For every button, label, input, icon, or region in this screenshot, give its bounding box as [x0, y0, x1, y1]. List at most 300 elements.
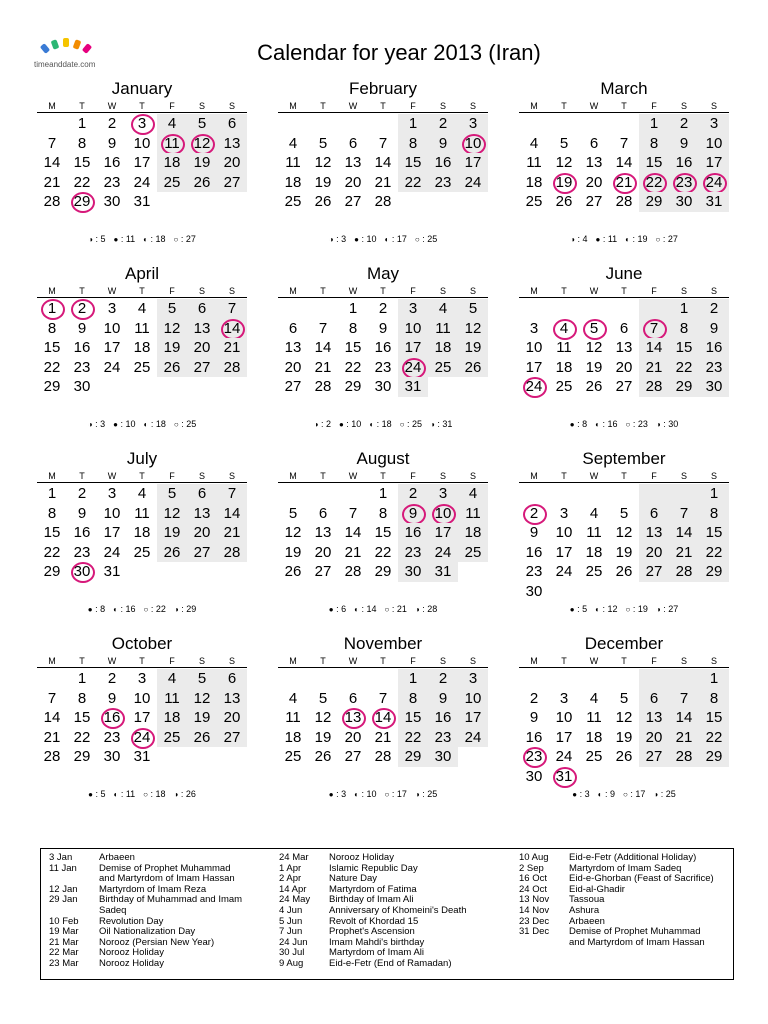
weekday-label: T [380, 101, 386, 111]
day-cell: 7 [318, 319, 328, 337]
weekday-label: T [621, 656, 627, 666]
weekday-label: T [561, 286, 567, 296]
day-cell: 12 [314, 154, 332, 171]
day-cell: 15 [43, 339, 61, 356]
empty-cell [519, 484, 549, 504]
weekday-label: S [198, 656, 205, 666]
moon-phase-icon: ● [113, 420, 118, 429]
weekday-label: W [589, 101, 599, 111]
empty-cell [639, 582, 669, 602]
day-cell: 19 [585, 358, 603, 376]
day-cell: 16 [428, 708, 458, 728]
moon-phase-icon: ◐ [143, 420, 149, 429]
holiday-date: 30 Jul [279, 947, 305, 959]
moon-phase-icon: ○ [143, 605, 149, 614]
empty-cell [157, 377, 187, 397]
empty-cell [669, 767, 699, 787]
month-november [278, 633, 488, 799]
weekday-label: F [410, 101, 416, 111]
moon-phase-icon: ◐ [595, 420, 600, 429]
moon-phase: ● : 3 [572, 789, 590, 799]
moon-phase-icon: ◑ [653, 790, 659, 799]
moon-phase-icon: ● [87, 605, 93, 614]
moon-phase: ◑ : 2 [313, 419, 331, 429]
weekday-label: S [680, 471, 687, 481]
day-cell: 29 [374, 563, 392, 580]
weekday-label: S [710, 471, 717, 481]
day-cell: 20 [187, 523, 217, 543]
day-cell: 16 [374, 339, 392, 356]
weekday-label: S [198, 101, 205, 111]
weekday-header [278, 285, 488, 298]
weekday-label: T [320, 656, 326, 666]
day-cell: 27 [344, 748, 362, 765]
holiday-name: Norooz Holiday [99, 947, 164, 959]
day-cell: 6 [619, 319, 629, 337]
day-cell: 2 [398, 484, 428, 504]
holiday-entry [279, 906, 509, 917]
holiday-name: Birthday of Imam Ali [329, 894, 414, 906]
holiday-entry [519, 895, 729, 906]
month-name: June [605, 264, 643, 283]
day-cell: 20 [615, 358, 633, 376]
day-cell: 26 [157, 543, 187, 563]
day-cell: 22 [669, 358, 699, 378]
day-cell: 10 [699, 134, 729, 154]
day-cell: 19 [284, 543, 302, 561]
day-cell: 28 [669, 562, 699, 582]
moon-phases [278, 789, 488, 799]
moon-phase-icon: ● [572, 790, 578, 799]
holiday-name: Martyrdom of Imam Ali [329, 947, 425, 959]
day-cell: 14 [639, 338, 669, 358]
day-cell: 9 [669, 134, 699, 154]
moon-phase-icon: ○ [399, 420, 405, 429]
moon-phase-icon: ○ [623, 790, 628, 799]
empty-cell [549, 299, 579, 319]
day-cell: 20 [585, 173, 603, 191]
day-cell: 25 [133, 543, 151, 561]
day-cell: 22 [43, 358, 61, 376]
day-cell: 27 [615, 378, 633, 395]
day-cell: 6 [639, 689, 669, 709]
day-cell: 1 [47, 485, 57, 502]
day-cell: 8 [47, 319, 57, 337]
day-cell: 10 [458, 689, 488, 709]
weekday-label: W [107, 286, 117, 296]
day-cell: 5 [187, 114, 217, 134]
holiday-date: 22 Mar [49, 947, 79, 959]
day-cell: 5 [559, 134, 569, 152]
holiday-column-2 [279, 853, 509, 970]
month-october [37, 633, 247, 799]
weekday-header [37, 655, 247, 668]
holiday-date: 4 Jun [279, 904, 303, 916]
day-cell: 31 [398, 377, 428, 397]
holiday-name: Norooz Holiday [99, 957, 164, 969]
moon-phases [278, 234, 488, 244]
empty-cell [278, 114, 308, 134]
day-cell: 16 [73, 339, 91, 356]
month-name: January [111, 79, 173, 98]
day-cell: 6 [348, 689, 358, 707]
empty-cell [308, 299, 338, 319]
weekday-label: S [439, 101, 446, 111]
holiday-name: Revolution Day [99, 915, 164, 927]
day-cell: 30 [525, 767, 543, 785]
day-grid [519, 114, 729, 212]
day-cell: 25 [133, 358, 151, 376]
day-cell: 17 [699, 153, 729, 173]
holiday-entry [279, 853, 509, 864]
day-cell: 15 [398, 153, 428, 173]
holiday-name: Revolt of Khordad 15 [329, 915, 419, 927]
day-cell: 14 [344, 524, 362, 541]
weekday-label: S [228, 286, 235, 296]
day-cell: 3 [559, 504, 569, 522]
holiday-day-cell: 2 [67, 299, 97, 319]
weekday-label: T [139, 656, 145, 666]
day-cell: 9 [529, 709, 539, 726]
day-cell: 6 [639, 504, 669, 524]
day-cell: 1 [699, 484, 729, 504]
day-cell: 23 [428, 728, 458, 748]
holiday-date: 24 Jun [279, 936, 308, 948]
day-cell: 13 [187, 504, 217, 524]
holiday-date: 10 Aug [519, 852, 549, 863]
day-grid [278, 484, 488, 582]
day-cell: 25 [585, 748, 603, 765]
moon-phase-icon: ● [328, 790, 334, 799]
holiday-entry [519, 906, 729, 917]
day-cell: 30 [699, 377, 729, 397]
moon-phase-icon: ◐ [113, 790, 119, 799]
day-cell: 10 [555, 709, 573, 726]
day-cell: 9 [529, 524, 539, 541]
day-cell: 16 [428, 153, 458, 173]
holiday-name: Islamic Republic Day [329, 862, 418, 874]
day-cell: 5 [288, 504, 298, 522]
holiday-day-cell: 16 [97, 708, 127, 728]
weekday-label: F [651, 656, 657, 666]
day-cell: 20 [217, 708, 247, 728]
empty-cell [217, 747, 247, 767]
day-cell: 3 [559, 689, 569, 707]
day-cell: 11 [285, 154, 301, 171]
moon-phase-icon: ◑ [414, 790, 420, 799]
holiday-date: 16 Oct [519, 873, 547, 885]
empty-cell [639, 669, 669, 689]
day-cell: 26 [187, 728, 217, 748]
day-cell: 9 [378, 319, 388, 337]
holiday-name: Eid-al-Ghadir [569, 883, 625, 895]
day-cell: 1 [639, 114, 669, 134]
holiday-date: 24 Oct [519, 883, 547, 895]
day-cell: 8 [378, 504, 388, 522]
month-april [37, 263, 247, 429]
month-june [519, 263, 729, 429]
moon-phase: ○ : 25 [173, 419, 197, 429]
holiday-day-cell: 5 [579, 319, 609, 339]
moon-phases [519, 234, 729, 244]
day-cell: 4 [137, 300, 147, 317]
day-cell: 8 [348, 319, 358, 337]
day-cell: 2 [378, 300, 388, 317]
holiday-name: Sadeq [99, 904, 127, 916]
day-grid [519, 484, 729, 601]
day-cell: 8 [77, 689, 87, 707]
day-grid [37, 299, 247, 397]
day-cell: 2 [529, 689, 539, 707]
moon-phase-icon: ◑ [328, 235, 334, 244]
day-cell: 15 [374, 524, 392, 541]
day-cell: 4 [428, 299, 458, 319]
day-cell: 9 [428, 689, 458, 709]
weekday-label: W [589, 286, 599, 296]
day-cell: 16 [669, 153, 699, 173]
holiday-name: Imam Mahdi's birthday [329, 936, 425, 948]
holiday-day-cell: 4 [549, 319, 579, 339]
weekday-label: T [139, 286, 145, 296]
weekday-label: S [469, 656, 476, 666]
day-cell: 27 [585, 193, 603, 210]
holiday-day-cell: 30 [67, 562, 97, 582]
day-cell: 10 [133, 689, 151, 707]
moon-phase-icon: ◑ [655, 420, 661, 429]
day-cell: 17 [103, 339, 121, 356]
day-cell: 29 [669, 377, 699, 397]
holiday-day-cell: 12 [187, 134, 217, 154]
day-cell: 12 [157, 319, 187, 339]
day-grid [278, 299, 488, 397]
day-cell: 27 [639, 747, 669, 767]
moon-phase: ○ : 18 [143, 789, 166, 799]
empty-cell [338, 114, 368, 134]
weekday-label: T [320, 286, 326, 296]
empty-cell [338, 484, 368, 504]
day-cell: 29 [344, 378, 362, 395]
day-cell: 22 [398, 728, 428, 748]
empty-cell [609, 299, 639, 319]
moon-phase-icon: ● [328, 605, 334, 614]
holiday-day-cell: 22 [639, 173, 669, 193]
moon-phase: ◐ : 16 [595, 419, 618, 429]
day-cell: 12 [187, 689, 217, 709]
day-cell: 26 [157, 358, 187, 378]
moon-phase: ○ : 25 [414, 234, 438, 244]
day-cell: 18 [157, 153, 187, 173]
weekday-label: T [380, 286, 386, 296]
holiday-date: 13 Nov [519, 894, 550, 906]
day-cell: 8 [669, 319, 699, 339]
empty-cell [579, 484, 609, 504]
moon-phase-icon: ◑ [414, 605, 420, 614]
weekday-label: S [439, 286, 446, 296]
day-cell: 13 [217, 689, 247, 709]
day-cell: 24 [428, 543, 458, 563]
weekday-label: M [289, 101, 297, 111]
weekday-label: F [169, 656, 175, 666]
weekday-label: S [198, 471, 205, 481]
weekday-label: T [320, 101, 326, 111]
day-cell: 18 [585, 728, 603, 746]
holiday-day-cell: 10 [428, 504, 458, 524]
weekday-label: M [530, 471, 538, 481]
moon-phase-icon: ◑ [570, 235, 575, 244]
day-grid [278, 114, 488, 212]
empty-cell [609, 484, 639, 504]
weekday-label: M [48, 286, 56, 296]
moon-phase: ● : 6 [328, 604, 347, 614]
weekday-label: M [530, 656, 538, 666]
day-cell: 18 [133, 524, 151, 541]
moon-phase: ● : 10 [354, 234, 377, 244]
holiday-date: 10 Feb [49, 915, 79, 927]
empty-cell [579, 114, 609, 134]
weekday-header [37, 100, 247, 113]
day-cell: 5 [157, 484, 187, 504]
day-cell: 23 [374, 358, 392, 376]
moon-phase: ● : 11 [595, 234, 618, 244]
day-cell: 6 [217, 114, 247, 134]
day-cell: 4 [458, 484, 488, 504]
holiday-name: Norooz Holiday [329, 852, 394, 863]
day-cell: 16 [398, 523, 428, 543]
day-cell: 27 [314, 563, 332, 580]
day-cell: 2 [699, 299, 729, 319]
day-cell: 11 [586, 524, 602, 541]
weekday-label: S [710, 286, 717, 296]
holiday-name: Arbaeen [99, 852, 135, 863]
holiday-date [49, 906, 99, 917]
day-cell: 19 [187, 708, 217, 728]
moon-phase: ○ : 22 [143, 604, 166, 614]
day-cell: 29 [73, 748, 91, 765]
holiday-day-cell: 1 [37, 299, 67, 319]
day-cell: 15 [344, 339, 362, 356]
day-cell: 23 [525, 563, 543, 580]
day-cell: 28 [615, 193, 633, 210]
moon-phase: ● : 10 [113, 419, 136, 429]
day-cell: 12 [585, 339, 603, 356]
holiday-day-cell: 2 [519, 504, 549, 524]
moon-phase-icon: ◑ [655, 605, 661, 614]
moon-phase-icon: ○ [655, 235, 661, 244]
holiday-name: Oil Nationalization Day [99, 926, 196, 938]
day-cell: 23 [699, 358, 729, 378]
empty-cell [157, 192, 187, 212]
moon-phase: ○ : 25 [399, 419, 423, 429]
day-cell: 13 [615, 339, 633, 356]
day-cell: 14 [314, 339, 332, 356]
moon-phase-icon: ◐ [595, 605, 600, 614]
day-cell: 30 [73, 378, 91, 395]
moon-phase-icon: ◑ [87, 420, 93, 429]
day-cell: 3 [107, 300, 117, 317]
day-cell: 19 [458, 338, 488, 358]
moon-phase: ◑ : 4 [570, 234, 588, 244]
weekday-label: F [651, 101, 657, 111]
day-cell: 24 [555, 748, 573, 765]
holiday-entry [49, 906, 274, 917]
day-cell: 18 [585, 543, 603, 561]
weekday-label: S [710, 101, 717, 111]
holiday-name: and Martyrdom of Imam Hassan [569, 936, 705, 948]
moon-phase: ◐ : 12 [595, 604, 618, 614]
empty-cell [458, 747, 488, 767]
holiday-date: 5 Jun [279, 915, 303, 927]
day-cell: 25 [555, 378, 573, 395]
day-cell: 17 [133, 709, 151, 726]
day-cell: 18 [555, 358, 573, 376]
holiday-name: Eid-e-Fetr (Additional Holiday) [569, 852, 697, 863]
day-cell: 25 [284, 193, 302, 210]
logo-text: timeanddate.com [34, 60, 96, 69]
day-cell: 31 [133, 193, 151, 210]
weekday-label: T [380, 656, 386, 666]
day-cell: 4 [157, 669, 187, 689]
moon-phase-icon: ◐ [625, 235, 631, 244]
moon-phase-icon: ○ [414, 235, 420, 244]
day-cell: 11 [458, 504, 488, 524]
day-cell: 1 [77, 670, 87, 687]
day-grid [278, 669, 488, 767]
day-cell: 20 [639, 728, 669, 748]
day-cell: 30 [428, 747, 458, 767]
day-cell: 2 [107, 115, 117, 132]
day-cell: 19 [615, 728, 633, 746]
month-name: July [126, 449, 158, 468]
day-cell: 30 [103, 748, 121, 765]
day-cell: 17 [458, 708, 488, 728]
day-cell: 1 [398, 114, 428, 134]
empty-cell [187, 747, 217, 767]
day-cell: 18 [284, 728, 302, 746]
day-cell: 14 [217, 504, 247, 524]
day-cell: 11 [526, 154, 542, 171]
day-cell: 19 [615, 543, 633, 561]
day-cell: 29 [43, 563, 61, 580]
day-cell: 18 [133, 339, 151, 356]
day-cell: 22 [398, 173, 428, 193]
empty-cell [278, 299, 308, 319]
day-cell: 29 [398, 747, 428, 767]
empty-cell [609, 767, 639, 787]
day-cell: 10 [103, 319, 121, 337]
day-cell: 21 [639, 358, 669, 378]
moon-phase: ○ : 27 [173, 234, 196, 244]
day-cell: 29 [699, 562, 729, 582]
holiday-date: 23 Dec [519, 915, 550, 927]
day-cell: 27 [217, 728, 247, 748]
day-cell: 3 [107, 485, 117, 502]
day-cell: 19 [157, 338, 187, 358]
day-cell: 6 [187, 484, 217, 504]
day-cell: 11 [134, 319, 150, 337]
moon-phases [37, 604, 247, 614]
empty-cell [579, 767, 609, 787]
moon-phase: ◐ : 11 [113, 789, 136, 799]
day-cell: 27 [344, 193, 362, 210]
moon-phase-icon: ● [338, 420, 344, 429]
day-cell: 29 [639, 192, 669, 212]
day-cell: 1 [77, 115, 87, 132]
empty-cell [97, 377, 127, 397]
holiday-name: Martyrdom of Imam Sadeq [569, 862, 682, 874]
moon-phase-icon: ◐ [143, 235, 149, 244]
holiday-date: 19 Mar [49, 926, 79, 938]
day-cell: 13 [639, 523, 669, 543]
